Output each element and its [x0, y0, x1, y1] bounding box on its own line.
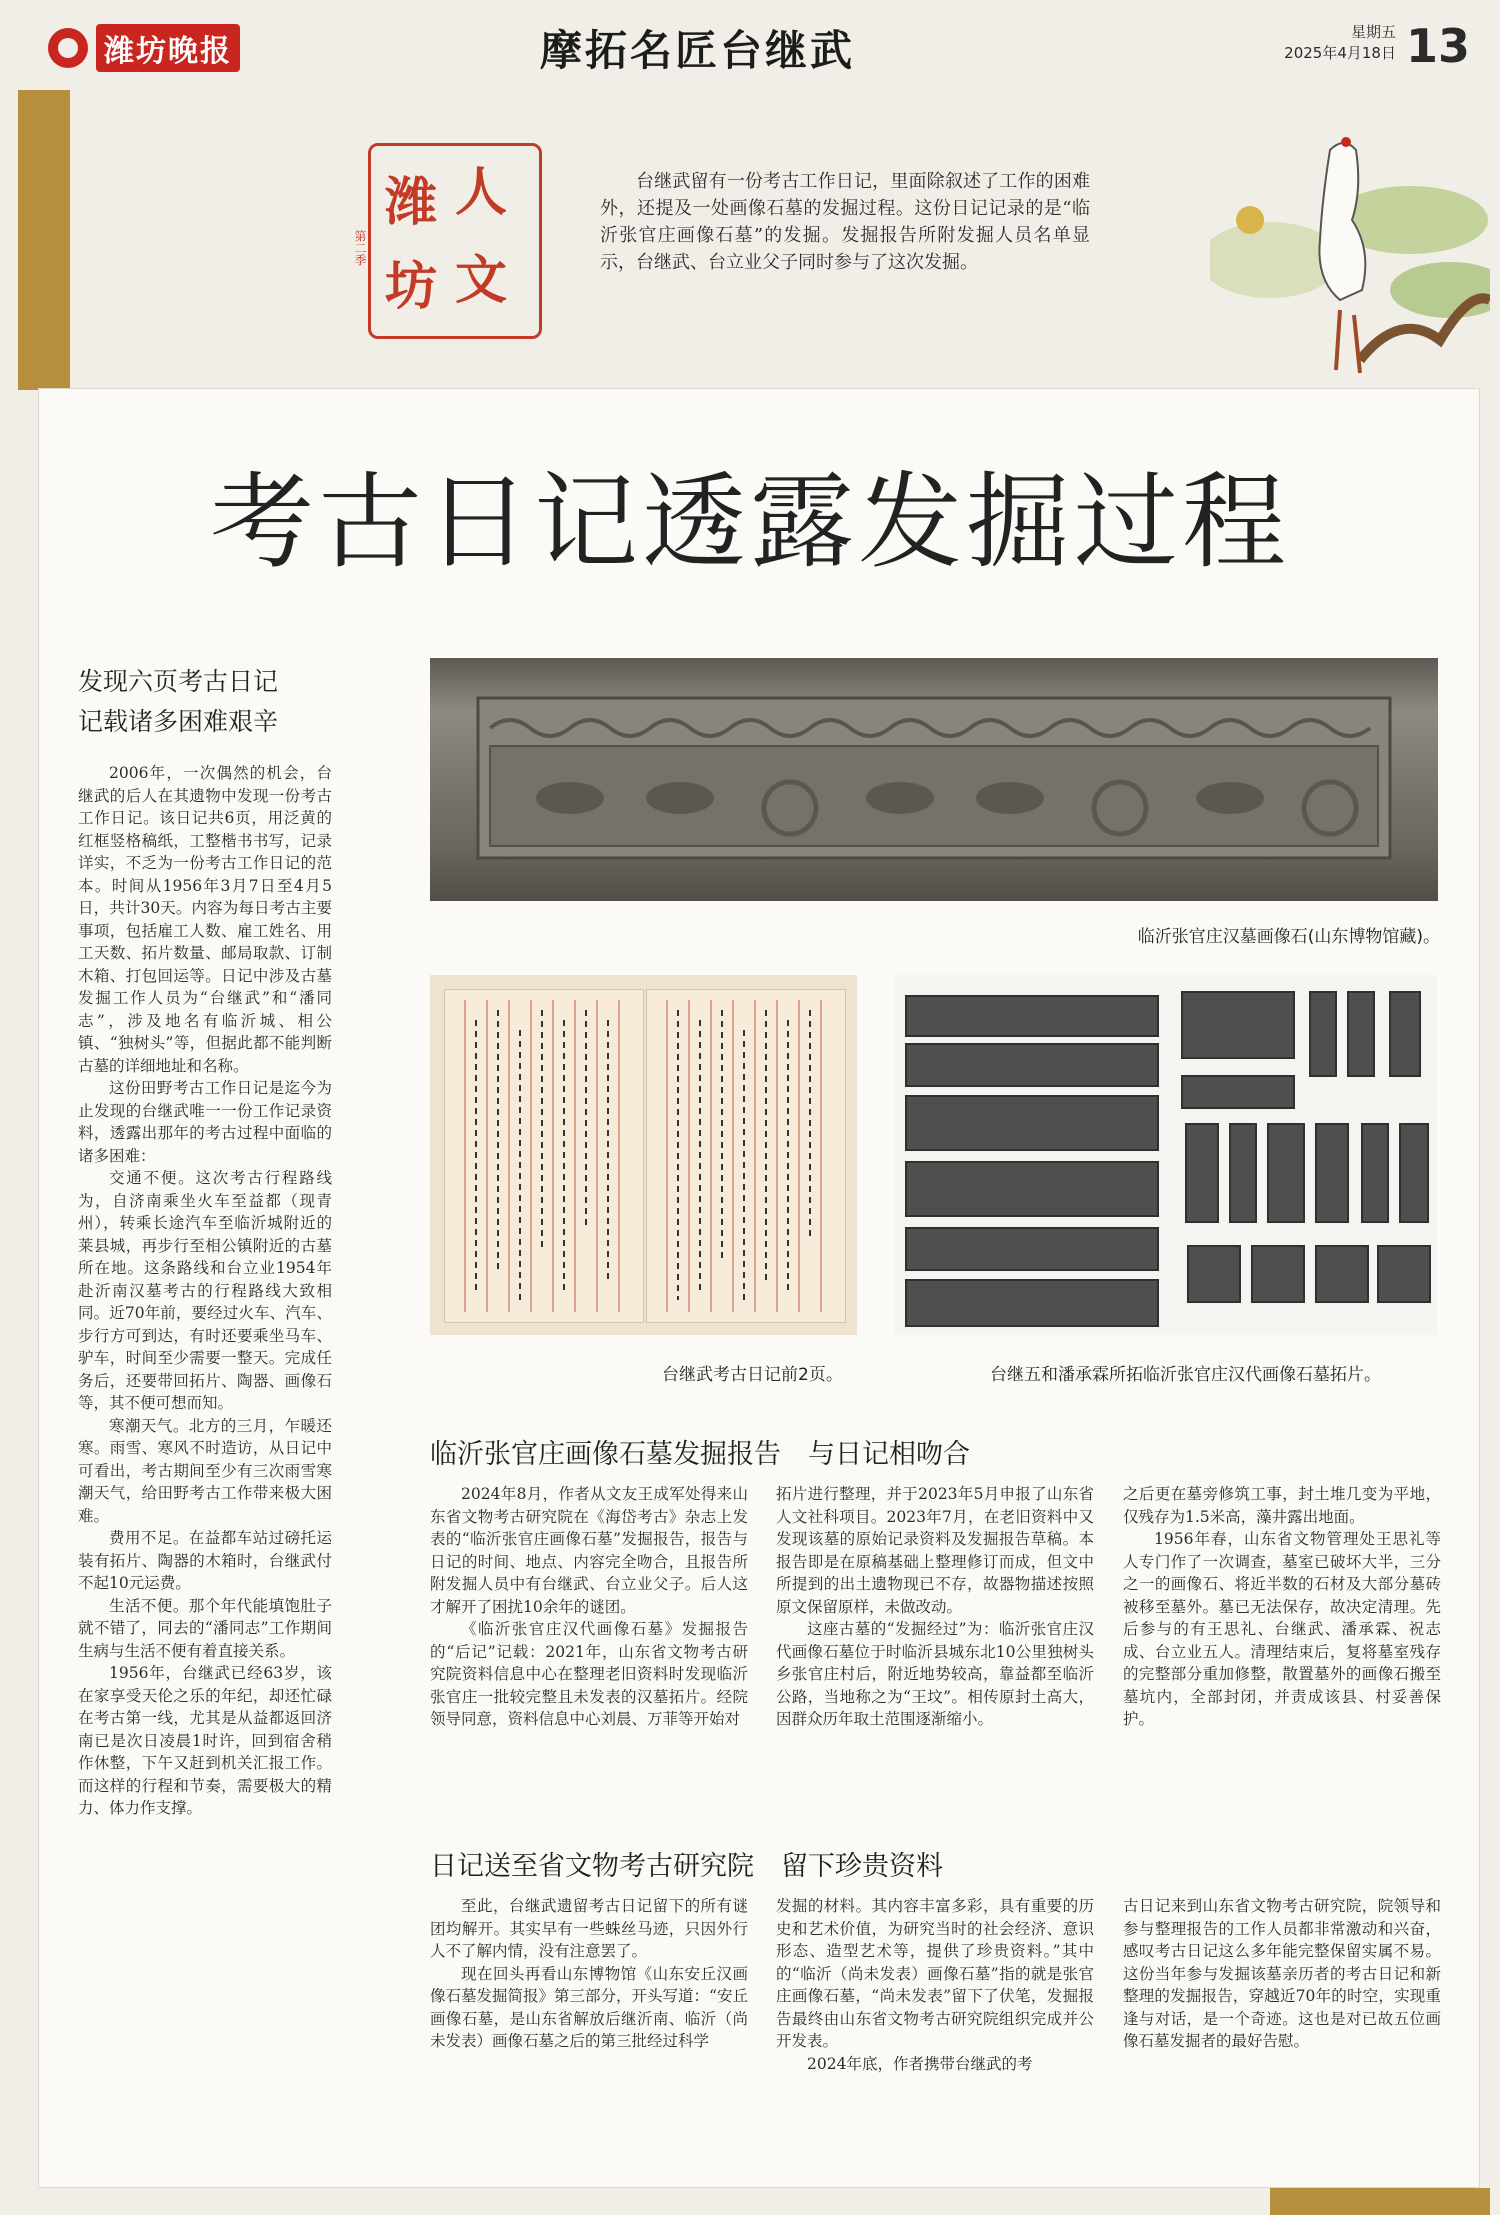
handwriting-icon: [647, 990, 845, 1322]
subhead-line: 发现六页考古日记: [78, 667, 279, 696]
rubbing-slab: [1251, 1245, 1305, 1303]
diary-page: [646, 989, 846, 1323]
body-paragraph: 1956年，台继武已经63岁，该在家享受天伦之乐的年纪，却还忙碌在考古第一线，尤其是从益都返回济南已是次日凌晨1时许，回到宿舍稍作休整，下午又赶到机关汇报工作。而这样的行程和节奏，需要极大的精力、体力作支撑。: [78, 1664, 332, 1817]
body-paragraph: 发掘的材料。其内容丰富多彩，具有重要的历史和艺术价值，为研究当时的社会经济、意识形态、造型艺术等，提供了珍贵资料。”其中的“临沂（尚未发表）画像石墓”指的就是张官庄画像石墓，“尚未发表”留下了伏笔，发掘报告最终由山东省文物考古研究院组织完成并公开发表。: [776, 1897, 1094, 2050]
photo-caption: 台继五和潘承霖所拓临沂张官庄汉代画像石墓拓片。: [990, 1365, 1381, 1385]
rubbing-slab: [1185, 1123, 1219, 1223]
gold-accent-bar: [1270, 2188, 1490, 2215]
photo-caption: 临沂张官庄汉墓画像石(山东博物馆藏)。: [1137, 927, 1440, 947]
body-paragraph: 费用不足。在益都车站过磅托运装有拓片、陶器的木箱时，台继武付不起10元运费。: [78, 1529, 332, 1592]
rubbing-slab: [905, 1095, 1159, 1151]
relief-carving-icon: [430, 658, 1438, 901]
text-column: [776, 1483, 1094, 1731]
body-paragraph: 2024年8月，作者从文友王成军处得来山东省文物考古研究院在《海岱考古》杂志上发表的“临沂张官庄画像石墓”发掘报告，报告与日记的时间、地点、内容完全吻合，且报告所附发掘人员中有台继武、台立业父子。后人这才解开了困扰10余年的谜团。: [430, 1485, 748, 1616]
rubbing-slab: [1181, 991, 1295, 1059]
body-paragraph: 1956年春，山东省文物管理处王思礼等人专门作了一次调查，墓室已破坏大半，三分之一的画像石、将近半数的石材及大部分墓砖被移至墓外。墓已无法保存，故决定清理。先后参与的有王思礼、台继武、潘承霖、祝志成、台立业五人。清理结束后，复将墓室残存的完整部分重加修整，散置墓外的画像石搬至墓坑内，全部封闭，并责成该县、村妥善保护。: [1123, 1530, 1441, 1728]
body-paragraph: 生活不便。那个年代能填饱肚子就不错了，同去的“潘同志”工作期间生病与生活不便有着直接关系。: [78, 1596, 332, 1660]
body-paragraph: 2006年，一次偶然的机会，台继武的后人在其遗物中发现一份考古工作日记。该日记共6页，用泛黄的红框竖格稿纸，工整楷书书写，记录详实，不乏为一份考古工作日记的范本。时间从1956年3月7日至4月5日，共计30天。内容为每日考古主要事项，包括雇工人数、雇工姓名、用工天数、拓片数量、邮局取款、订制木箱、打包回运等。日记中涉及古墓发掘工作人员为“台继武”和“潘同志”，涉及地名有临沂城、相公镇、“独树头”等，但据此都不能判断古墓的详细地址和名称。: [78, 764, 332, 1075]
issue-date: 2025年4月18日: [1284, 44, 1396, 62]
rubbing-slab: [1181, 1075, 1295, 1109]
rubbing-slab: [1309, 991, 1337, 1077]
weekday: 星期五: [1350, 23, 1396, 41]
rubbing-slab: [1399, 1123, 1429, 1223]
body-paragraph: 《临沂张官庄汉代画像石墓》发掘报告的“后记”记载：2021年，山东省文物考古研究院资料信息中心在整理老旧资料时发现临沂张官庄一批较完整且未发表的汉墓拓片。经院领导同意，资料信息中心刘晨、万菲等开始对: [430, 1620, 748, 1728]
section-heading: 临沂张官庄画像石墓发掘报告 与日记相吻合: [430, 1439, 970, 1470]
rubbing-slab: [905, 1279, 1159, 1327]
logo-text: 潍坊晚报: [96, 24, 240, 72]
crane-illustration-icon: [1210, 110, 1490, 380]
gold-accent-bar: [18, 90, 70, 390]
logo-emblem-icon: [48, 28, 88, 68]
body-paragraph: 古日记来到山东省文物考古研究院，院领导和参与整理报告的工作人员都非常激动和兴奋，感叹考古日记这么多年能完整保留实属不易。这份当年参与发掘该墓亲历者的考古日记和新整理的发掘报告，穿越近70年的时空，实现重逢与对话，是一个奇迹。这也是对已故五位画像石墓发掘者的最好告慰。: [1123, 1897, 1441, 2050]
diary-page: [444, 989, 644, 1323]
body-paragraph: 至此，台继武遗留考古日记留下的所有谜团均解开。其实早有一些蛛丝马迹，只因外行人不了解内情，没有注意罢了。: [430, 1897, 748, 1960]
seal-char: 坊: [385, 256, 438, 317]
rubbing-slab: [1347, 991, 1375, 1077]
body-paragraph: 拓片进行整理，并于2023年5月申报了山东省人文社科项目。2023年7月，在老旧资料中又发现该墓的原始记录资料及发掘报告草稿。本报告即是在原稿基础上整理修订而成，但文中所提到的出土遗物现已不存，故器物描述按照原文保留原样，未做改动。: [776, 1485, 1094, 1616]
rubbing-slab: [1267, 1123, 1305, 1223]
rubbing-slab: [1377, 1245, 1431, 1303]
body-paragraph: 这座古墓的“发掘经过”为：临沂张官庄汉代画像石墓位于时临沂县城东北10公里独树头乡张官庄村后，附近地势较高，靠益都至临沂公路，当地称之为“王坟”。相传原封土高大，因群众历年取土范围逐渐缩小。: [776, 1620, 1094, 1728]
seal-char: 文: [455, 250, 508, 311]
handwriting-icon: [445, 990, 643, 1322]
rubbing-slab: [1315, 1123, 1349, 1223]
rubbing-slab: [1389, 991, 1421, 1077]
body-paragraph: 寒潮天气。北方的三月，乍暖还寒。雨雪、寒风不时造访，从日记中可看出，考古期间至少有三次雨雪寒潮天气，给田野考古工作带来极大困难。: [78, 1416, 332, 1525]
issue-info: [1284, 19, 1470, 73]
body-paragraph: 交通不便。这次考古行程路线为，自济南乘坐火车至益都（现青州），转乘长途汽车至临沂城附近的莱县城，再步行至相公镇附近的古墓所在地。这条路线和台立业1954年赴沂南汉墓考古的行程路线大致相同。近70年前，要经过火车、汽车、步行方可到达，有时还要乘坐马车、驴车，时间至少需要一整天。完成任务后，还要带回拓片、陶器、画像石等，其不便可想而知。: [78, 1169, 332, 1412]
diary-pages-photo: [430, 975, 857, 1335]
text-column: [776, 1895, 1094, 2075]
newspaper-logo: [48, 24, 240, 72]
text-column: [1123, 1895, 1441, 2053]
subhead-line: 记载诸多困难艰辛: [78, 707, 279, 736]
intro-paragraph: 台继武留有一份考古工作日记，里面除叙述了工作的困难外，还提及一处画像石墓的发掘过程。这份日记记录的是“临沂张官庄画像石墓”的发掘。发掘报告所附发掘人员名单显示，台继武、台立业父子同时参与了这次发掘。: [600, 171, 1090, 273]
section-heading: 日记送至省文物考古研究院 留下珍贵资料: [430, 1851, 943, 1882]
rubbing-slab: [1315, 1245, 1369, 1303]
season-label: 第二季: [353, 230, 367, 266]
rubbing-slab: [905, 1043, 1159, 1087]
text-column: [430, 1895, 748, 2053]
body-paragraph: 现在回头再看山东博物馆《山东安丘汉画像石墓发掘简报》第三部分，开头写道：“安丘画像石墓，是山东省解放后继沂南、临沂（尚未发表）画像石墓之后的第三批经过科学: [430, 1964, 748, 2050]
rubbings-photo: [895, 975, 1437, 1335]
body-paragraph: 这份田野考古工作日记是迄今为止发现的台继武唯一一份工作记录资料，透露出那年的考古过程中面临的诸多困难：: [78, 1079, 332, 1165]
rubbing-slab: [1187, 1245, 1241, 1303]
body-paragraph: 2024年底，作者携带台继武的考: [807, 2054, 1033, 2073]
rubbing-slab: [905, 995, 1159, 1037]
text-column: [430, 1483, 748, 1731]
rubbing-slab: [1361, 1123, 1389, 1223]
rubbing-slab: [905, 1161, 1159, 1217]
text-column: [1123, 1483, 1441, 1731]
masthead: [0, 0, 1500, 78]
left-column: [78, 662, 332, 1820]
stone-relief-photo: [430, 658, 1438, 901]
body-paragraph: 之后更在墓旁修筑工事，封土堆几变为平地，仅残存为1.5米高，藻井露出地面。: [1123, 1485, 1441, 1526]
rubbing-slab: [1229, 1123, 1257, 1223]
headline: 考古日记透露发掘过程: [209, 461, 1290, 583]
column-seal: [368, 143, 542, 339]
rubbing-slab: [905, 1227, 1159, 1271]
section-title: 摩拓名匠台继武: [540, 26, 856, 75]
seal-char: 人: [455, 162, 508, 223]
page-number: 13: [1405, 19, 1470, 73]
photo-caption: 台继武考古日记前2页。: [662, 1365, 843, 1385]
seal-char: 潍: [385, 172, 438, 233]
